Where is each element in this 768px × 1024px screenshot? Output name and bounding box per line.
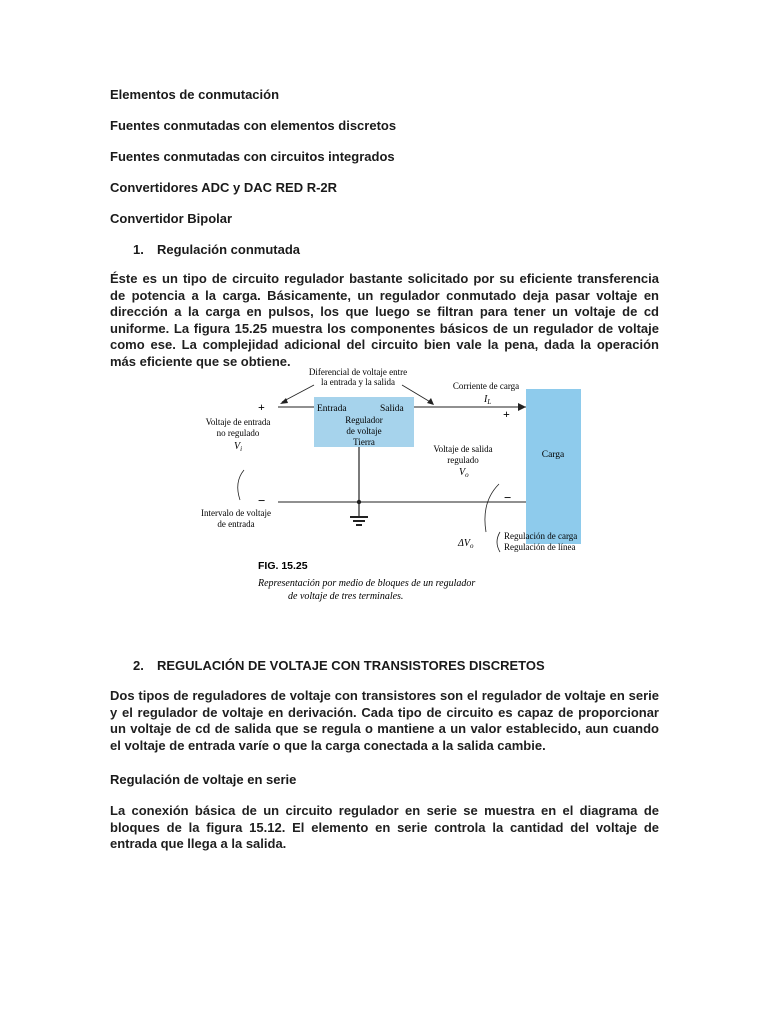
interval-label-line-1: Intervalo de voltaje — [201, 508, 271, 518]
section-1-paragraph: Éste es un tipo de circuito regulador bastante solicitado por su eficiente transferencia de potencia a la carga. Básicamente, un regulador conmutado deja pasar voltaje en dirección a la carga en pulsos, los que luego se filtran para tener un voltaje de cd uniforme. La figura 15.25 muestra los componentes básicos de un regulador de voltaje como ese. La complejidad adicional del circuito bien vale la pena, dada la operación más eficiente que se obtiene. — [110, 271, 659, 369]
section-2-title: REGULACIÓN DE VOLTAJE CON TRANSISTORES DISCRETOS — [157, 658, 545, 673]
output-label-line-2: regulado — [447, 455, 479, 465]
reg-load-label: Regulación de carga — [504, 531, 578, 541]
section-2-number: 2. — [133, 658, 144, 673]
input-minus-sign: − — [258, 493, 266, 508]
regulator-block-diagram — [196, 362, 596, 612]
figure-caption-line-2: de voltaje de tres terminales. — [288, 591, 404, 602]
input-symbol: $V_i$ — [234, 441, 243, 453]
current-label: Corriente de carga — [452, 381, 520, 391]
delta-symbol: $\Delta V_o$ — [458, 538, 474, 550]
block-title-line-1: Regulador — [345, 415, 383, 425]
interval-label-line-2: de entrada — [217, 519, 255, 529]
section-2-heading — [133, 658, 545, 674]
block-output-label: Salida — [380, 404, 404, 414]
input-label-line-2: no regulado — [216, 428, 260, 438]
delta-curve — [485, 484, 499, 532]
section-1-number: 1. — [133, 242, 144, 257]
load-label: Carga — [541, 450, 565, 460]
load-block — [526, 389, 581, 544]
section-1-heading — [133, 242, 300, 258]
input-plus-sign: + — [258, 400, 265, 414]
diff-arrow-right-head-icon — [427, 398, 434, 405]
subsection-paragraph: La conexión básica de un circuito regulador en serie se muestra en el diagrama de bloques de la figura 15.12. El elemento en serie controla la cantidad del voltaje de entrada que llega a la salida. — [110, 803, 659, 851]
diff-arrow-left — [282, 385, 314, 402]
diff-label-line-2: la entrada y la salida — [321, 377, 395, 387]
toc-item-2: Fuentes conmutadas con elementos discretos — [110, 118, 397, 133]
block-title-line-2: de voltaje — [346, 426, 382, 436]
output-plus-sign: + — [503, 407, 510, 421]
reg-line-label: Regulación de línea — [504, 542, 576, 552]
ground-symbol-icon — [350, 517, 368, 525]
current-arrow-icon — [518, 403, 526, 411]
section-1-title: Regulación conmutada — [157, 242, 301, 257]
figure-caption-title: FIG. 15.25 — [258, 560, 308, 572]
block-input-label: Entrada — [317, 404, 347, 414]
toc-item-5: Convertidor Bipolar — [110, 211, 233, 226]
toc-item-4: Convertidores ADC y DAC RED R-2R — [110, 180, 338, 195]
output-minus-sign: − — [504, 490, 512, 505]
section-2-paragraph: Dos tipos de reguladores de voltaje con transistores son el regulador de voltaje en serie y el regulador de voltaje en derivación. Cada tipo de circuito es capaz de proporcionar un voltaje de cd de salida que se regula o mantiene a un valor establecido, aun cuando el voltaje de entrada varíe o que la carga conectada a la salida cambie. — [110, 688, 659, 753]
junction-dot — [357, 500, 361, 504]
diff-arrow-left-head-icon — [280, 398, 288, 404]
output-symbol: $V_o$ — [459, 467, 469, 479]
subsection-heading: Regulación de voltaje en serie — [110, 772, 297, 787]
diff-label-line-1: Diferencial de voltaje entre — [308, 367, 408, 377]
figure-15-25 — [196, 362, 596, 612]
toc-item-1: Elementos de conmutación — [110, 87, 280, 102]
output-label-line-1: Voltaje de salida — [433, 444, 493, 454]
block-ground-label: Tierra — [353, 437, 375, 447]
figure-caption-line-1: Representación por medio de bloques de un regulador — [258, 578, 476, 589]
toc-item-3: Fuentes conmutadas con circuitos integrados — [110, 149, 395, 164]
input-label-line-1: Voltaje de entrada — [205, 417, 271, 427]
delta-bracket — [497, 532, 500, 552]
interval-curve — [238, 470, 244, 500]
current-symbol: $I_L$ — [484, 394, 492, 406]
